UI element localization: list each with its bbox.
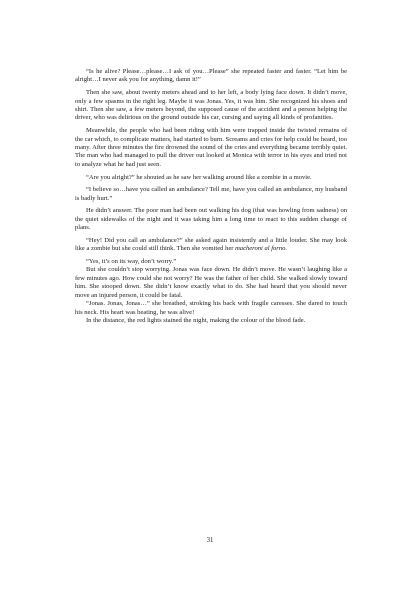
paragraph-11: In the distance, the red lights stained the night, making the colour of the blood fade.	[86, 317, 306, 325]
paragraph-5: “I believe so…have you called an ambulance? Tell me, have you called an ambulance, my husband is badly hurt.”	[75, 186, 347, 202]
paragraph-3: Meanwhile, the people who had been riding with him were trapped inside the twisted remains of the car which, to complicate matters, had started to burn. Screams and cries for help could be heard, too many. After three minutes the fire drowned the sound of the cries and everything became terribly quiet. The man who had managed to pull the driver out looked at Monica with terror in his eyes and tried not to analyze what he had just seen.	[75, 127, 347, 168]
body-text	[75, 68, 347, 326]
paragraph-6: He didn’t answer. The poor man had been out walking his dog (that was howling from sadness) on the quiet sidewalks of the night and it was taking him a long time to react to this sudden change of plans.	[75, 207, 347, 232]
paragraph-9: But she couldn’t stop worrying. Jonas was face down. He didn’t move. He wasn’t laughing like a few minutes ago. How could she not worry? He was the father of her child. She walked slowly toward him. She stooped down. She didn’t know exactly what to do. She had heard that you should never move an injured person, it could be fatal.	[75, 266, 347, 299]
paragraph-4: “Are you alright?” he shouted as he saw her walking around like a zombie in a movie.	[86, 173, 312, 181]
paragraph-10: “Jonas. Jonas, Jonas…” she breathed, stroking his back with fragile caresses. She dared to touch his neck. His heart was beating, he was alive!	[75, 300, 347, 316]
paragraph-2: Then she saw, about twenty meters ahead and to her left, a body lying face down. It didn’t move, only a few spasms in the right leg. Maybe it was Jonas. Yes, it was him. She recognized his shoes and shirt. Then she saw, a few meters beyond, the supposed cause of the accident and a person helping the driver, who was delirious on the ground outside his car, cursing and saying all kinds of profanities.	[75, 89, 347, 122]
page-number: 31	[206, 537, 214, 544]
dish-name: macheroni al forno.	[235, 245, 288, 253]
paragraph-7	[75, 237, 347, 254]
paragraph-7-text: “Hey! Did you call an ambulance?” she asked again insistently and a little louder. She may look like a zombie but she could still think. Then she vomited her	[75, 236, 347, 253]
paragraph-8: “Yes, it’s on its way, don’t worry.”	[86, 257, 177, 265]
paragraph-1: “Is he alive? Please…please…I ask of you…Please” she repeated faster and faster. “Let him be alright…I never ask you for anything, damn it!”	[75, 68, 347, 84]
